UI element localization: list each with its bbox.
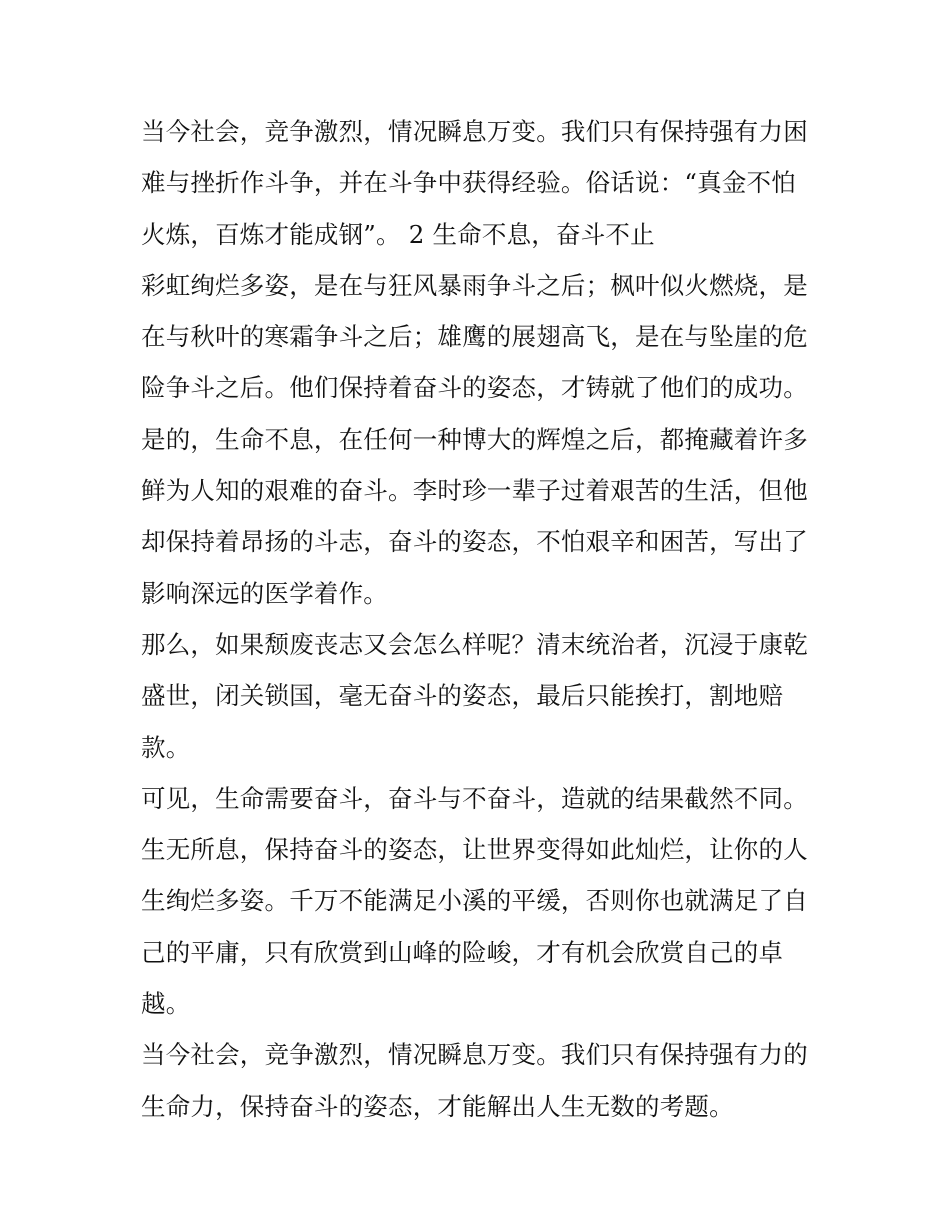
document-body	[141, 106, 821, 1132]
text-line-10: 影响深远的医学着作。	[141, 578, 388, 608]
text-line-12: 盛世，闭关锁国，毫无奋斗的姿态，最后只能挨打，割地赔	[141, 681, 784, 711]
text-line-6: 险争斗之后。他们保持着奋斗的姿态，才铸就了他们的成功。	[141, 373, 808, 403]
text-line-18: 越。	[141, 989, 191, 1019]
text-line-3: 火炼，百炼才能成钢”。 2 生命不息，奋斗不止	[141, 219, 655, 249]
text-line-17: 己的平庸，只有欣赏到山峰的险峻，才有机会欣赏自己的卓	[141, 937, 784, 967]
text-line-4: 彩虹绚烂多姿，是在与狂风暴雨争斗之后；枫叶似火燃烧，是	[141, 270, 808, 300]
text-line-11: 那么，如果颓废丧志又会怎么样呢？清末统治者，沉浸于康乾	[141, 629, 808, 659]
text-line-7: 是的，生命不息，在任何一种博大的辉煌之后，都掩藏着许多	[141, 424, 808, 454]
text-line-19: 当今社会，竞争激烈，情况瞬息万变。我们只有保持强有力的	[141, 1040, 808, 1070]
text-line-5: 在与秋叶的寒霜争斗之后；雄鹰的展翅高飞，是在与坠崖的危	[141, 322, 808, 352]
text-line-15: 生无所息，保持奋斗的姿态，让世界变得如此灿烂，让你的人	[141, 835, 808, 865]
text-line-13: 款。	[141, 732, 191, 762]
text-line-14: 可见，生命需要奋斗，奋斗与不奋斗，造就的结果截然不同。	[141, 783, 808, 813]
text-line-1: 当今社会，竞争激烈，情况瞬息万变。我们只有保持强有力困	[141, 117, 808, 146]
text-line-20: 生命力，保持奋斗的姿态，才能解出人生无数的考题。	[141, 1091, 734, 1121]
text-line-8: 鲜为人知的艰难的奋斗。李时珍一辈子过着艰苦的生活，但他	[141, 476, 808, 506]
text-line-9: 却保持着昂扬的斗志，奋斗的姿态，不怕艰辛和困苦，写出了	[141, 527, 808, 557]
text-line-2: 难与挫折作斗争，并在斗争中获得经验。俗话说：“真金不怕	[141, 168, 796, 198]
text-line-16: 生绚烂多姿。千万不能满足小溪的平缓，否则你也就满足了自	[141, 886, 808, 916]
